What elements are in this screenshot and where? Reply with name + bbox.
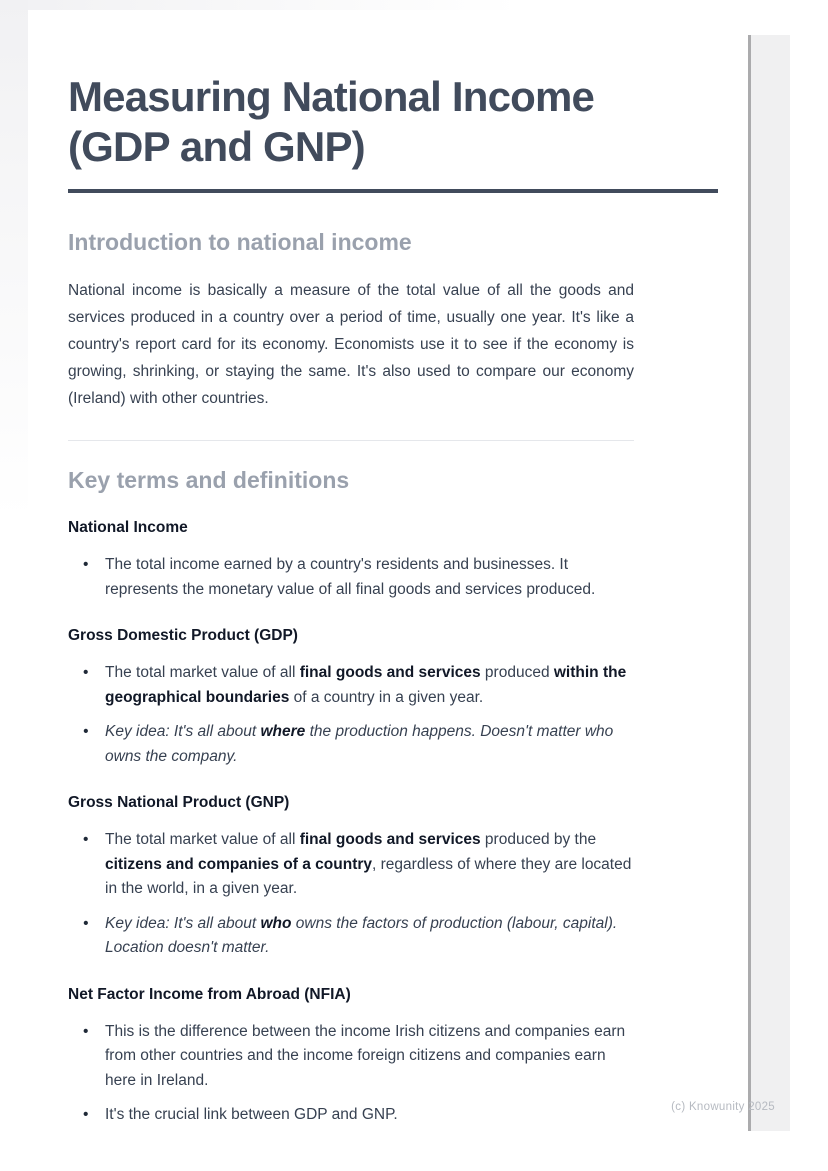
page-edge-shadow-left: [0, 0, 28, 520]
bullet-text: It's the crucial link between GDP and GNP.: [105, 1106, 398, 1123]
bullet-text: produced by the: [480, 831, 597, 848]
bullet-item: [68, 912, 634, 961]
bullet-text: produced: [480, 664, 554, 681]
term-heading: National Income: [68, 519, 188, 536]
bullet-text: Key idea: It's all about: [105, 914, 261, 932]
section-divider: [68, 440, 634, 441]
title-rule: [68, 189, 718, 193]
bullet-text-bold: final goods and services: [299, 831, 481, 848]
bullet-text: of a country in a given year.: [289, 688, 484, 706]
bullet-item: [68, 720, 634, 769]
bullet-text: the production happens. Doesn't matter who owns the company.: [105, 723, 614, 765]
term-list: [68, 1020, 634, 1128]
bullet-item: [68, 553, 634, 602]
page-title: Measuring National Income (GDP and GNP): [68, 73, 595, 170]
term-heading: Gross Domestic Product (GDP): [68, 627, 298, 644]
bullet-text: The total income earned by a country's residents and businesses. It represents the monetary value of all final goods and services produced.: [105, 556, 596, 598]
bullet-item: [68, 1020, 634, 1094]
term-list: [68, 661, 634, 769]
bullet-text: Key idea: It's all about: [105, 723, 261, 740]
term-heading: Gross National Product (GNP): [68, 794, 290, 811]
intro-paragraph: National income is basically a measure of the total value of all the goods and services produced in a country over a period of time, usually one year. It's like a country's report card for its economy. Economists use it to see if the economy is growing, shrinking, or staying the same. It's also used to compare our economy (Ireland) with other countries.: [68, 282, 634, 407]
key-terms-heading: Key terms and definitions: [68, 467, 350, 493]
term-heading: Net Factor Income from Abroad (NFIA): [68, 985, 351, 1003]
bullet-text-bold: citizens and companies of a country: [105, 855, 373, 873]
bullet-item: [68, 661, 634, 710]
scrollbar-track[interactable]: [748, 35, 790, 1131]
bullet-text: , regardless of where they are located in the world, in a given year.: [105, 855, 632, 897]
bullet-text: The total market value of all: [105, 831, 300, 848]
bullet-text-bold: who: [260, 914, 292, 932]
bullet-text-bold: final goods and services: [299, 664, 481, 681]
bullet-item: [68, 828, 634, 902]
bullet-item: [68, 1103, 634, 1128]
term-list: [68, 828, 634, 961]
bullet-text: owns the factors of production (labour, capital). Location doesn't matter.: [105, 914, 618, 956]
document-content: [28, 10, 828, 1128]
terms-container: [68, 518, 828, 1128]
page-edge-shadow-top: [0, 0, 520, 10]
bullet-text-bold: where: [260, 723, 306, 740]
document-page: [28, 10, 828, 1171]
bullet-text: This is the difference between the income Irish citizens and companies earn from other countries and the income foreign citizens and companies earn here in Ireland.: [105, 1022, 626, 1089]
intro-heading: Introduction to national income: [68, 229, 412, 255]
watermark: (c) Knowunity 2025: [671, 1101, 775, 1113]
term-list: [68, 553, 634, 602]
bullet-text: The total market value of all: [105, 664, 300, 681]
bullet-text-bold: within the geographical boundaries: [105, 664, 627, 706]
